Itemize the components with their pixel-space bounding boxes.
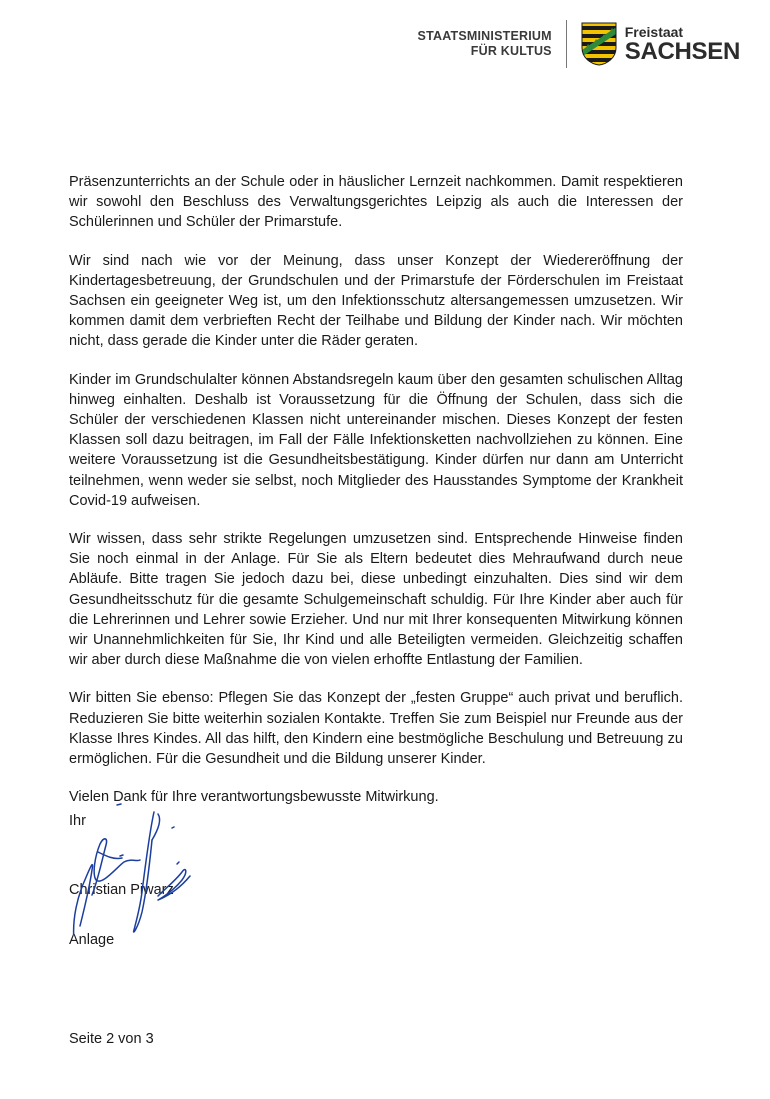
page-number: Seite 2 von 3 (69, 1031, 154, 1047)
paragraph-6: Vielen Dank für Ihre verantwortungsbewusste Mitwirkung. (69, 789, 439, 806)
ministry-line-1: STAATSMINISTERIUM (417, 29, 552, 43)
ministry-line-2: FÜR KULTUS (470, 44, 552, 58)
paragraph-1: Präsenzunterrichts an der Schule oder in häuslicher Lernzeit nachkommen. Damit respektieren wir sowohl den Beschluss des Verwaltungsgerichtes Leipzig als auch die Interessen der Schülerinnen und Schüler der Primarstufe. (69, 174, 683, 231)
letter-body (69, 172, 683, 825)
state-label-big: SACHSEN (624, 37, 740, 65)
letterhead (418, 18, 740, 70)
state-label-small: Freistaat (624, 23, 684, 40)
closing-greeting: Ihr (69, 813, 86, 829)
paragraph-5: Wir bitten Sie ebenso: Pflegen Sie das Konzept der „festen Gruppe“ auch privat und beruflich. Reduzieren Sie bitte weiterhin sozialen Kontakte. Treffen Sie zum Beispiel nur Freunde aus der Klasse Ihres Kindes. All das hilft, den Kindern eine bestmögliche Beschulung und Betreuung zu ermöglichen. Für die Gesundheit und die Bildung unserer Kinder. (69, 690, 683, 768)
paragraph-3: Kinder im Grundschulalter können Abstandsregeln kaum über den gesamten schulischen Alltag hinweg einhalten. Deshalb ist Voraussetzung für die Öffnung der Schulen, dass sich die Schüler der verschiedenen Klassen nicht untereinander mischen. Dieses Konzept der festen Klassen soll dazu beitragen, im Fall der Fälle Infektionsketten nachvollziehen zu können. Eine weitere Voraussetzung ist die Gesundheitsbestätigung. Kinder dürfen nur dann am Unterricht teilnehmen, wenn weder sie selbst, noch Mitglieder des Hausstandes Symptome der Krankheit Covid-19 aufweisen. (69, 371, 683, 509)
header-divider (566, 20, 567, 68)
attachment-label: Anlage (69, 932, 115, 948)
handwritten-signature (62, 800, 202, 935)
saxony-coat-of-arms-icon (581, 22, 617, 66)
paragraph-4: Wir wissen, dass sehr strikte Regelungen umzusetzen sind. Entsprechende Hinweise finden Sie noch einmal in der Anlage. Für Sie als Eltern bedeutet dies Mehraufwand durch neue Abläufe. Bitte tragen Sie jedoch dazu bei, diese unbedingt einzuhalten. Dies sind wir dem Gesundheitsschutz für die gesamte Schulgemeinschaft schuldig. Für Ihre Kinder aber auch für die Lehrerinnen und Lehrer sowie Erzieher. Und nur mit Ihrer konsequenten Mitwirkung können wir Unannehmlichkeiten für Sie, Ihr Kind und alle Beteiligten vermeiden. Gleichzeitig schaffen wir aber durch diese Maßnahme die von vielen erhoffte Entlastung der Familien. (69, 531, 683, 669)
state-name (625, 25, 740, 64)
paragraph-2: Wir sind nach wie vor der Meinung, dass unser Konzept der Wiedereröffnung der Kindertagesbetreuung, der Grundschulen und der Primarstufe der Förderschulen im Freistaat Sachsen ein geeigneter Weg ist, um den Infektionsschutz altersangemessen umzusetzen. Wir kommen damit dem verbrieften Recht der Teilhabe und Bildung der Kinder nach. Wir möchten nicht, dass gerade die Kinder unter die Räder geraten. (69, 252, 683, 350)
ministry-name (418, 29, 566, 59)
signer-name: Christian Piwarz (69, 882, 174, 898)
